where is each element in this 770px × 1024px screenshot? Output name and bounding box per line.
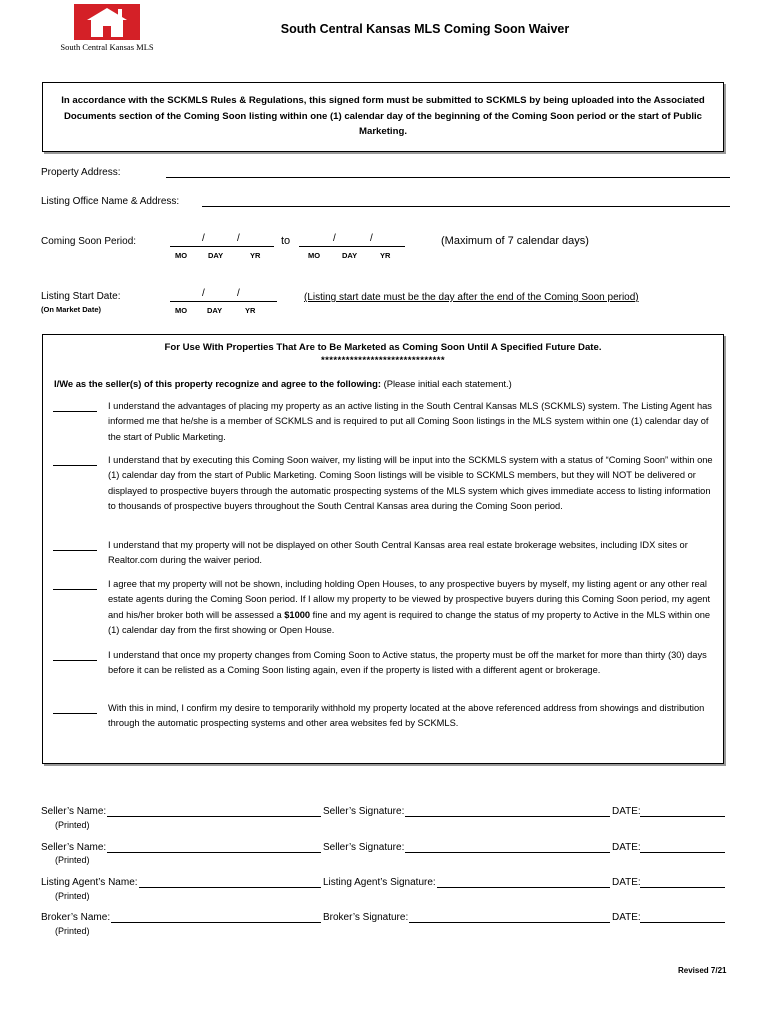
max-days-note: (Maximum of 7 calendar days)	[441, 235, 589, 247]
seller-name-label: Seller’s Name:	[41, 842, 107, 853]
statement-3: I understand that my property will not be displayed on other South Central Kansas area real estate brokerage websites, including IDX sites or Realtor.com during the waiver period.	[108, 540, 688, 566]
date-label: DATE:	[612, 912, 641, 923]
day-label: DAY	[342, 251, 358, 260]
initial-blank-1[interactable]	[53, 411, 97, 412]
day-label: DAY	[208, 251, 224, 260]
initial-blank-5[interactable]	[53, 660, 97, 661]
statement-4-text-end: fine and my agent is required to change the status of my property to Active in the MLS within one (1) calendar day from the first showing or Open House.	[108, 609, 711, 636]
mo-label: MO	[175, 251, 188, 260]
notice-text: In accordance with the SCKMLS Rules & Regulations, this signed form must be submitted to SCKMLS by being uploaded into the Associated Documents section of the Coming Soon listing within one (1) calendar day of the beginning of the Coming Soon period or the start of Public Marketing.	[61, 95, 705, 137]
logo	[52, 4, 162, 54]
seller-name-label: Seller’s Name:	[41, 806, 107, 817]
broker-name-label: Broker’s Name:	[41, 912, 111, 923]
seller-signature-label: Seller’s Signature:	[323, 806, 405, 817]
on-market-label: (On Market Date)	[41, 305, 102, 314]
seller-signature-label: Seller’s Signature:	[323, 842, 405, 853]
agreement-heading: For Use With Properties That Are to Be Marketed as Coming Soon Until A Specified Future Date.	[164, 342, 602, 353]
date-label: DATE:	[612, 842, 641, 853]
date-field[interactable]	[640, 887, 725, 888]
statement-4	[108, 577, 718, 639]
agreement-stars: ******************************	[320, 355, 445, 366]
mo-label: MO	[175, 306, 188, 315]
date-field[interactable]	[640, 816, 725, 817]
date-separator: /	[370, 233, 373, 244]
property-address-label: Property Address:	[41, 167, 121, 178]
period-start-date-field[interactable]	[170, 246, 274, 247]
printed-label: (Printed)	[55, 855, 90, 865]
broker-signature-label: Broker’s Signature:	[323, 912, 409, 923]
listing-start-date-field[interactable]	[170, 301, 277, 302]
printed-label: (Printed)	[55, 891, 90, 901]
date-separator: /	[202, 233, 205, 244]
statement-2: I understand that by executing this Coming Soon waiver, my listing will be input into the SCKMLS system with a status of “Coming Soon” within one (1) calendar day from the start of Public Marketing. Coming Soon listings will be visible to SCKMLS members, but they will NOT be delivered or displayed to prospective buyers through the automatic prospecting systems of the MLS system which gives immediate access to listing information to thousands of prospective buyers throughout the South Central Kansas area during the Coming Soon period.	[108, 455, 713, 512]
initial-blank-2[interactable]	[53, 465, 97, 466]
yr-label: YR	[380, 251, 391, 260]
agent-name-label: Listing Agent’s Name:	[41, 877, 138, 888]
date-separator: /	[237, 288, 240, 299]
broker-name-field[interactable]	[111, 922, 321, 923]
date-label: DATE:	[612, 806, 641, 817]
date-field[interactable]	[640, 922, 725, 923]
date-separator: /	[202, 288, 205, 299]
listing-office-field[interactable]	[202, 206, 730, 207]
yr-label: YR	[250, 251, 261, 260]
statement-5: I understand that once my property changes from Coming Soon to Active status, the property must be off the market for more than thirty (30) days before it can be relisted as a Coming Soon listing again, even if the property is listed with a different agent or brokerage.	[108, 650, 707, 676]
printed-label: (Printed)	[55, 820, 90, 830]
period-to-label: to	[281, 235, 291, 247]
printed-label: (Printed)	[55, 926, 90, 936]
notice-box	[42, 82, 724, 152]
initial-blank-3[interactable]	[53, 550, 97, 551]
fine-amount: $1000	[284, 609, 311, 620]
listing-start-label: Listing Start Date:	[41, 291, 121, 302]
statement-6: With this in mind, I confirm my desire to temporarily withhold my property located at the above referenced address from showings and distribution through the automatic prospecting systems and other area websites fed by SCKMLS.	[108, 703, 705, 729]
agent-name-field[interactable]	[139, 887, 321, 888]
date-separator: /	[333, 233, 336, 244]
agent-signature-field[interactable]	[437, 887, 610, 888]
agreement-intro	[54, 378, 512, 389]
listing-start-note: (Listing start date must be the day after the end of the Coming Soon period)	[304, 292, 639, 303]
page-title: South Central Kansas MLS Coming Soon Waiver	[280, 22, 570, 36]
period-end-date-field[interactable]	[299, 246, 405, 247]
coming-soon-period-label: Coming Soon Period:	[41, 236, 137, 247]
seller-signature-field[interactable]	[405, 816, 610, 817]
initial-blank-6[interactable]	[53, 713, 97, 714]
date-field[interactable]	[640, 852, 725, 853]
agreement-intro-note: (Please initial each statement.)	[383, 378, 512, 389]
seller-name-field[interactable]	[107, 852, 321, 853]
date-separator: /	[237, 233, 240, 244]
statement-1: I understand the advantages of placing my property as an active listing in the South Central Kansas MLS (SCKMLS) system. The Listing Agent has informed me that he/she is a member of SCKMLS and is required to put all Coming Soon listings in the MLS system within one (1) calendar day of the start of Public Marketing.	[108, 401, 712, 442]
logo-text: South Central Kansas MLS	[60, 42, 154, 52]
date-label: DATE:	[612, 877, 641, 888]
property-address-field[interactable]	[166, 177, 730, 178]
initial-blank-4[interactable]	[53, 589, 97, 590]
day-label: DAY	[207, 306, 223, 315]
agent-signature-label: Listing Agent’s Signature:	[323, 877, 436, 888]
agreement-intro-bold: I/We as the seller(s) of this property recognize and agree to the following:	[54, 378, 381, 389]
yr-label: YR	[245, 306, 256, 315]
broker-signature-field[interactable]	[409, 922, 610, 923]
mo-label: MO	[308, 251, 321, 260]
revision-note: Revised 7/21	[678, 966, 727, 975]
listing-office-label: Listing Office Name & Address:	[41, 196, 180, 207]
seller-signature-field[interactable]	[405, 852, 610, 853]
statement-4-text: I agree that my property will not be shown, including holding Open Houses, to any prospective buyers by myself, my listing agent or any other real estate agents during the Coming Soon period. If I allow my property to be viewed by prospective buyers during this Coming Soon period, my agent and his/her broker both will be assessed a	[108, 579, 711, 620]
house-logo-icon	[52, 4, 162, 40]
seller-name-field[interactable]	[107, 816, 321, 817]
